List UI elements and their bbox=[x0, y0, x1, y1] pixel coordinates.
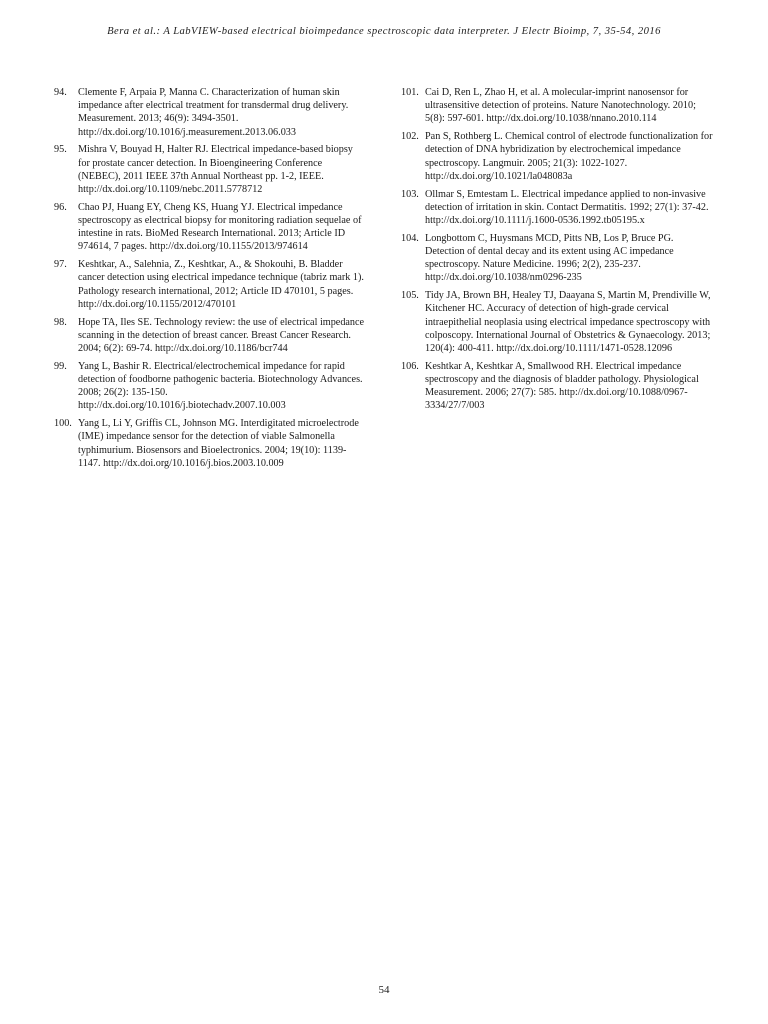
reference-text: Cai D, Ren L, Zhao H, et al. A molecular-imprint nanosensor for ultrasensitive detection of proteins. Nature Nanotechnology. 2010; 5(8): 597-601. http://dx.doi.org/10.1038/nnano.2010.114 bbox=[425, 87, 696, 125]
reference-text: Tidy JA, Brown BH, Healey TJ, Daayana S, Martin M, Prendiville W, Kitchener HC. Accuracy of detection of high-grade cervical intraepithelial neoplasia using electrical impedance spectroscopy with colposcopy. International Journal of Obstetrics & Gynaecology. 2013; 120(4): 400-411. http://dx.doi.org/10.1111/1471-0528.12096 bbox=[425, 290, 711, 355]
reference-text: Pan S, Rothberg L. Chemical control of electrode functionalization for detection of DNA hybridization by electrochemical impedance spectroscopy. Langmuir. 2005; 21(3): 1022-1027. http://dx.doi.org/10.1021/la048083a bbox=[425, 131, 713, 182]
references-left-column bbox=[54, 86, 366, 475]
reference-number: 94. bbox=[54, 87, 67, 98]
reference-number: 104. bbox=[401, 232, 419, 244]
reference-item bbox=[401, 360, 713, 413]
reference-text: Keshtkar A, Keshtkar A, Smallwood RH. Electrical impedance spectroscopy and the diagnosis of bladder pathology. Physiological Measurement. 2006; 27(7): 585. http://dx.doi.org/10.1088/0967-3334/27/7/003 bbox=[425, 360, 699, 412]
reference-item bbox=[401, 232, 713, 285]
reference-text: Mishra V, Bouyad H, Halter RJ. Electrical impedance-based biopsy for prostate cancer detection. In Bioengineering Conference (NEBEC), 2011 IEEE 37th Annual Northeast pp. 1-2, IEEE. http://dx.doi.org/10.1109/nebc.2011.5778712 bbox=[78, 144, 353, 196]
page-number: 54 bbox=[378, 984, 390, 996]
reference-text: Ollmar S, Emtestam L. Electrical impedance applied to non-invasive detection of irritation in skin. Contact Dermatitis. 1992; 27(1): 37-42. http://dx.doi.org/10.1111/j.1600-0536.1992.tb05195.x bbox=[425, 188, 709, 227]
running-header: Bera et al.: A LabVIEW-based electrical bioimpedance spectroscopic data interpreter. J Electr Bioimp, 7, 35-54, 2016 bbox=[107, 26, 661, 37]
reference-text: Hope TA, Iles SE. Technology review: the use of electrical impedance scanning in the detection of breast cancer. Breast Cancer Research. 2004; 6(2): 69-74. http://dx.doi.org/10.1186/bcr744 bbox=[78, 316, 365, 355]
reference-item bbox=[54, 258, 366, 311]
reference-item bbox=[54, 143, 366, 196]
reference-number: 97. bbox=[54, 259, 67, 271]
reference-item bbox=[54, 316, 366, 356]
reference-text: Longbottom C, Huysmans MCD, Pitts NB, Los P, Bruce PG. Detection of dental decay and its extent using AC impedance spectroscopy. Nature Medicine. 1996; 2(2), 235-237. http://dx.doi.org/10.1038/nm0296-235 bbox=[425, 232, 674, 284]
reference-number: 105. bbox=[401, 290, 419, 302]
reference-item bbox=[401, 86, 713, 126]
references-right-column bbox=[401, 86, 713, 417]
reference-item bbox=[401, 289, 713, 355]
reference-number: 100. bbox=[54, 418, 72, 430]
reference-number: 101. bbox=[401, 87, 419, 98]
reference-item bbox=[401, 188, 713, 228]
reference-item bbox=[54, 360, 366, 413]
reference-text: Clemente F, Arpaia P, Manna C. Characterization of human skin impedance after electrical treatment for transdermal drug delivery. Measurement. 2013; 46(9): 3494-3501. http://dx.doi.org/10.1016/j.measurement.2013.06.033 bbox=[78, 87, 349, 138]
reference-item bbox=[401, 130, 713, 183]
reference-number: 99. bbox=[54, 360, 67, 372]
reference-number: 103. bbox=[401, 188, 419, 200]
reference-number: 98. bbox=[54, 316, 67, 328]
reference-text: Chao PJ, Huang EY, Cheng KS, Huang YJ. Electrical impedance spectroscopy as electrical biopsy for monitoring radiation sequelae of intestine in rats. BioMed Research International. 2013; Article ID 974614, 7 pages. http://dx.doi.org/10.1155/2013/974614 bbox=[78, 201, 362, 253]
reference-number: 106. bbox=[401, 360, 419, 372]
reference-item bbox=[54, 417, 366, 470]
reference-text: Yang L, Li Y, Griffis CL, Johnson MG. Interdigitated microelectrode (IME) impedance sensor for the detection of viable Salmonella typhimurium. Biosensors and Bioelectronics. 2004; 19(10): 1139-1147. http://dx.doi.org/10.1016/j.bios.2003.10.009 bbox=[78, 418, 359, 469]
reference-number: 96. bbox=[54, 201, 67, 213]
reference-number: 95. bbox=[54, 144, 67, 156]
reference-text: Yang L, Bashir R. Electrical/electrochemical impedance for rapid detection of foodborne pathogenic bacteria. Biotechnology Advances. 2008; 26(2): 135-150. http://dx.doi.org/10.1016/j.biotechadv.2007.10.003 bbox=[78, 360, 363, 412]
reference-number: 102. bbox=[401, 131, 419, 143]
reference-text: Keshtkar, A., Salehnia, Z., Keshtkar, A., & Shokouhi, B. Bladder cancer detection using electrical impedance technique (tabriz mark 1). Pathology research international, 2012; Article ID 470101, 5 pages. http://dx.doi.org/10.1155/2012/470101 bbox=[78, 259, 364, 310]
reference-item bbox=[54, 201, 366, 254]
reference-item bbox=[54, 86, 366, 139]
